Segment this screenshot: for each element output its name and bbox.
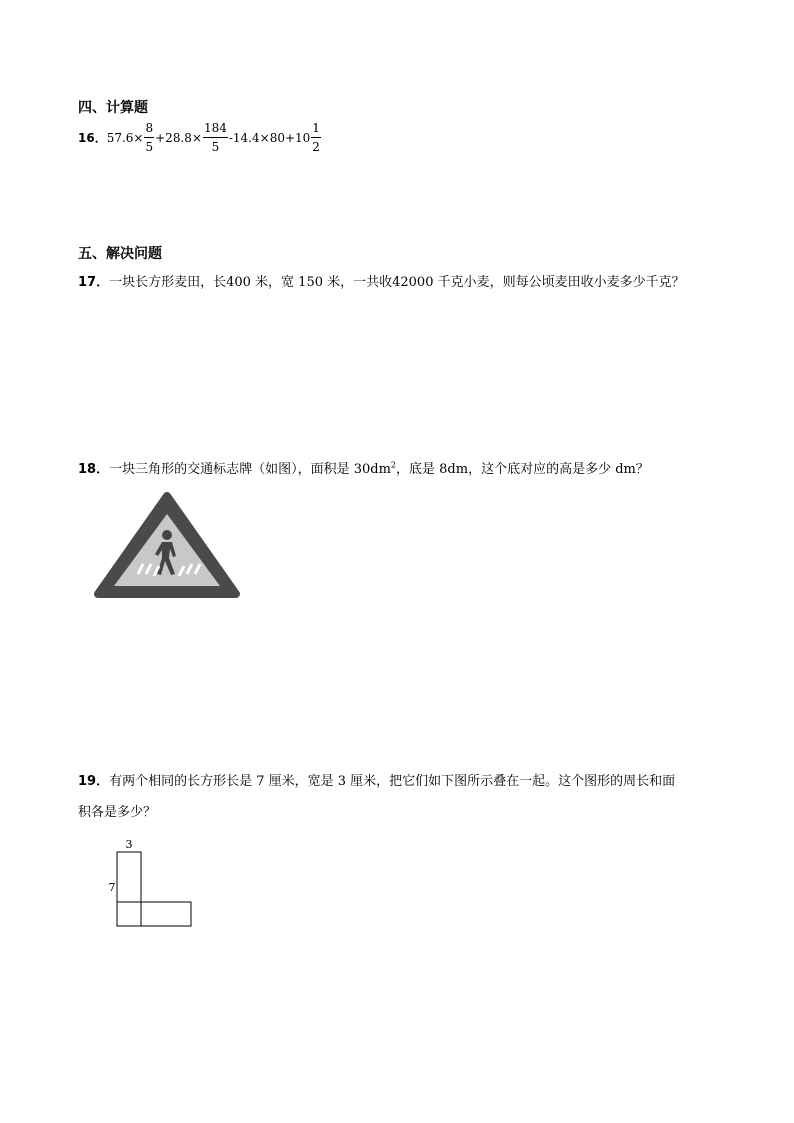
fraction-2-numerator: 184 — [203, 119, 228, 138]
question-19-line-2: 积各是多少？ — [78, 805, 157, 820]
fraction-1 — [144, 119, 154, 156]
fraction-1-denominator: 5 — [145, 140, 154, 154]
superscript: 2 — [390, 460, 397, 470]
expr-part-3: -14.4×80+10 — [228, 130, 311, 145]
fraction-2 — [203, 119, 228, 156]
label-width: 3 — [125, 838, 133, 851]
section-title-calculation: 四、计算题 — [78, 100, 148, 116]
label-length: 7 — [108, 881, 116, 894]
question-16 — [78, 119, 322, 156]
fraction-1-numerator: 8 — [144, 119, 154, 138]
question-18 — [78, 458, 649, 477]
vertical-rectangle — [117, 852, 141, 926]
overlapping-rectangles-figure — [100, 835, 200, 931]
question-number: 18． — [78, 462, 110, 477]
question-18-text-b: ，底是 8dm，这个底对应的高是多少 dm？ — [396, 462, 649, 477]
question-number: 16． — [78, 131, 107, 145]
question-17 — [78, 271, 685, 290]
horizontal-rectangle — [117, 902, 191, 926]
fraction-2-denominator: 5 — [211, 140, 220, 154]
fraction-3-denominator: 2 — [312, 140, 320, 154]
question-18-text-a: 一块三角形的交通标志牌（如图），面积是 30dm — [109, 462, 391, 477]
expr-part-1: 57.6× — [106, 130, 144, 145]
fraction-3 — [311, 119, 321, 156]
question-number: 19． — [78, 774, 110, 789]
pedestrian-crossing-sign — [93, 490, 241, 602]
question-19-text-line-1: 有两个相同的长方形长是 7 厘米，宽是 3 厘米，把它们如下图所示叠在一起。这个图形的周长和面 — [109, 774, 676, 789]
question-17-text: 一块长方形麦田，长400 米，宽 150 米，一共收42000 千克小麦，则每公顷麦田收小麦多少千克？ — [109, 275, 685, 290]
section-title-problem-solving: 五、解决问题 — [78, 246, 162, 262]
expr-part-2: +28.8× — [155, 130, 202, 145]
question-number: 17． — [78, 275, 110, 290]
question-19 — [78, 770, 675, 789]
fraction-3-numerator: 1 — [311, 119, 321, 138]
